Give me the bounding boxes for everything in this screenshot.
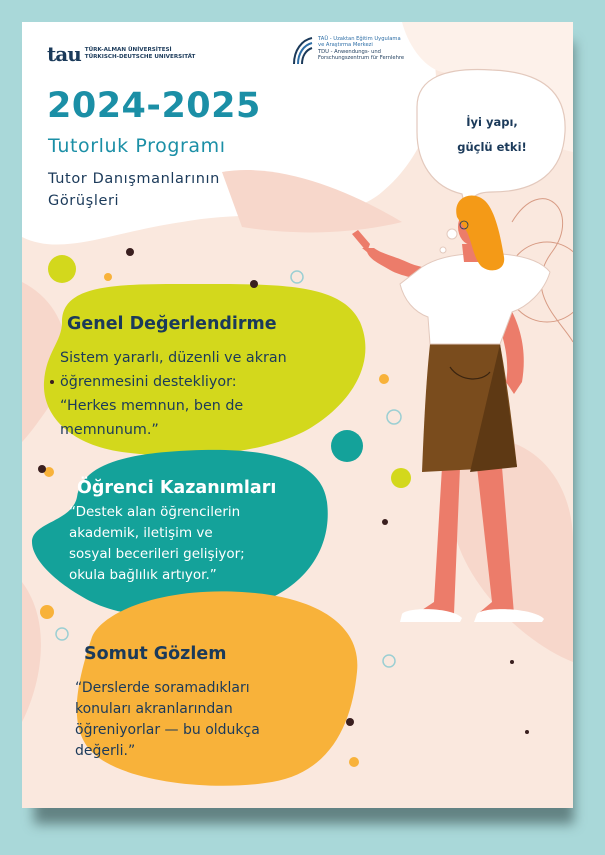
title-program: Tutorluk Programı	[48, 135, 226, 157]
center-name: TAÜ - Uzaktan Eğitim Uygulama ve Araştırma Merkezi TDU - Anwendungs- und Forschungszentrum für Fernlehre	[318, 36, 405, 62]
distance-learning-center-logo	[292, 36, 404, 66]
section-title-concrete-observation: Somut Gözlem	[84, 644, 227, 664]
center-logo-icon	[292, 36, 314, 66]
section-body-concrete-observation: “Derslerde soramadıkları konuları akranlarından öğreniyorlar — bu oldukça değerli.”	[75, 680, 260, 759]
poster	[22, 22, 573, 808]
title-year: 2024-2025	[47, 86, 261, 126]
title-subtitle: Tutor Danışmanlarının Görüşleri	[48, 171, 220, 209]
section-title-general-evaluation: Genel Değerlendirme	[67, 314, 277, 334]
university-name: TÜRK-ALMAN ÜNİVERSİTESİ TÜRKISCH-DEUTSCHE UNIVERSITÄT	[84, 47, 196, 60]
tau-logo-mark: tau	[47, 42, 81, 66]
university-logo	[47, 42, 195, 66]
section-body-general-evaluation: Sistem yararlı, düzenli ve akran öğrenmesini destekliyor: “Herkes memnun, ben de memnunum.”	[60, 350, 287, 438]
section-title-student-gains: Öğrenci Kazanımları	[77, 478, 277, 498]
speech-bubble-text: İyi yapı, güçlü etki!	[457, 115, 527, 154]
section-body-student-gains: “Destek alan öğrencilerin akademik, iletişim ve sosyal becerileri gelişiyor; okula bağlılık artıyor.”	[69, 504, 245, 583]
